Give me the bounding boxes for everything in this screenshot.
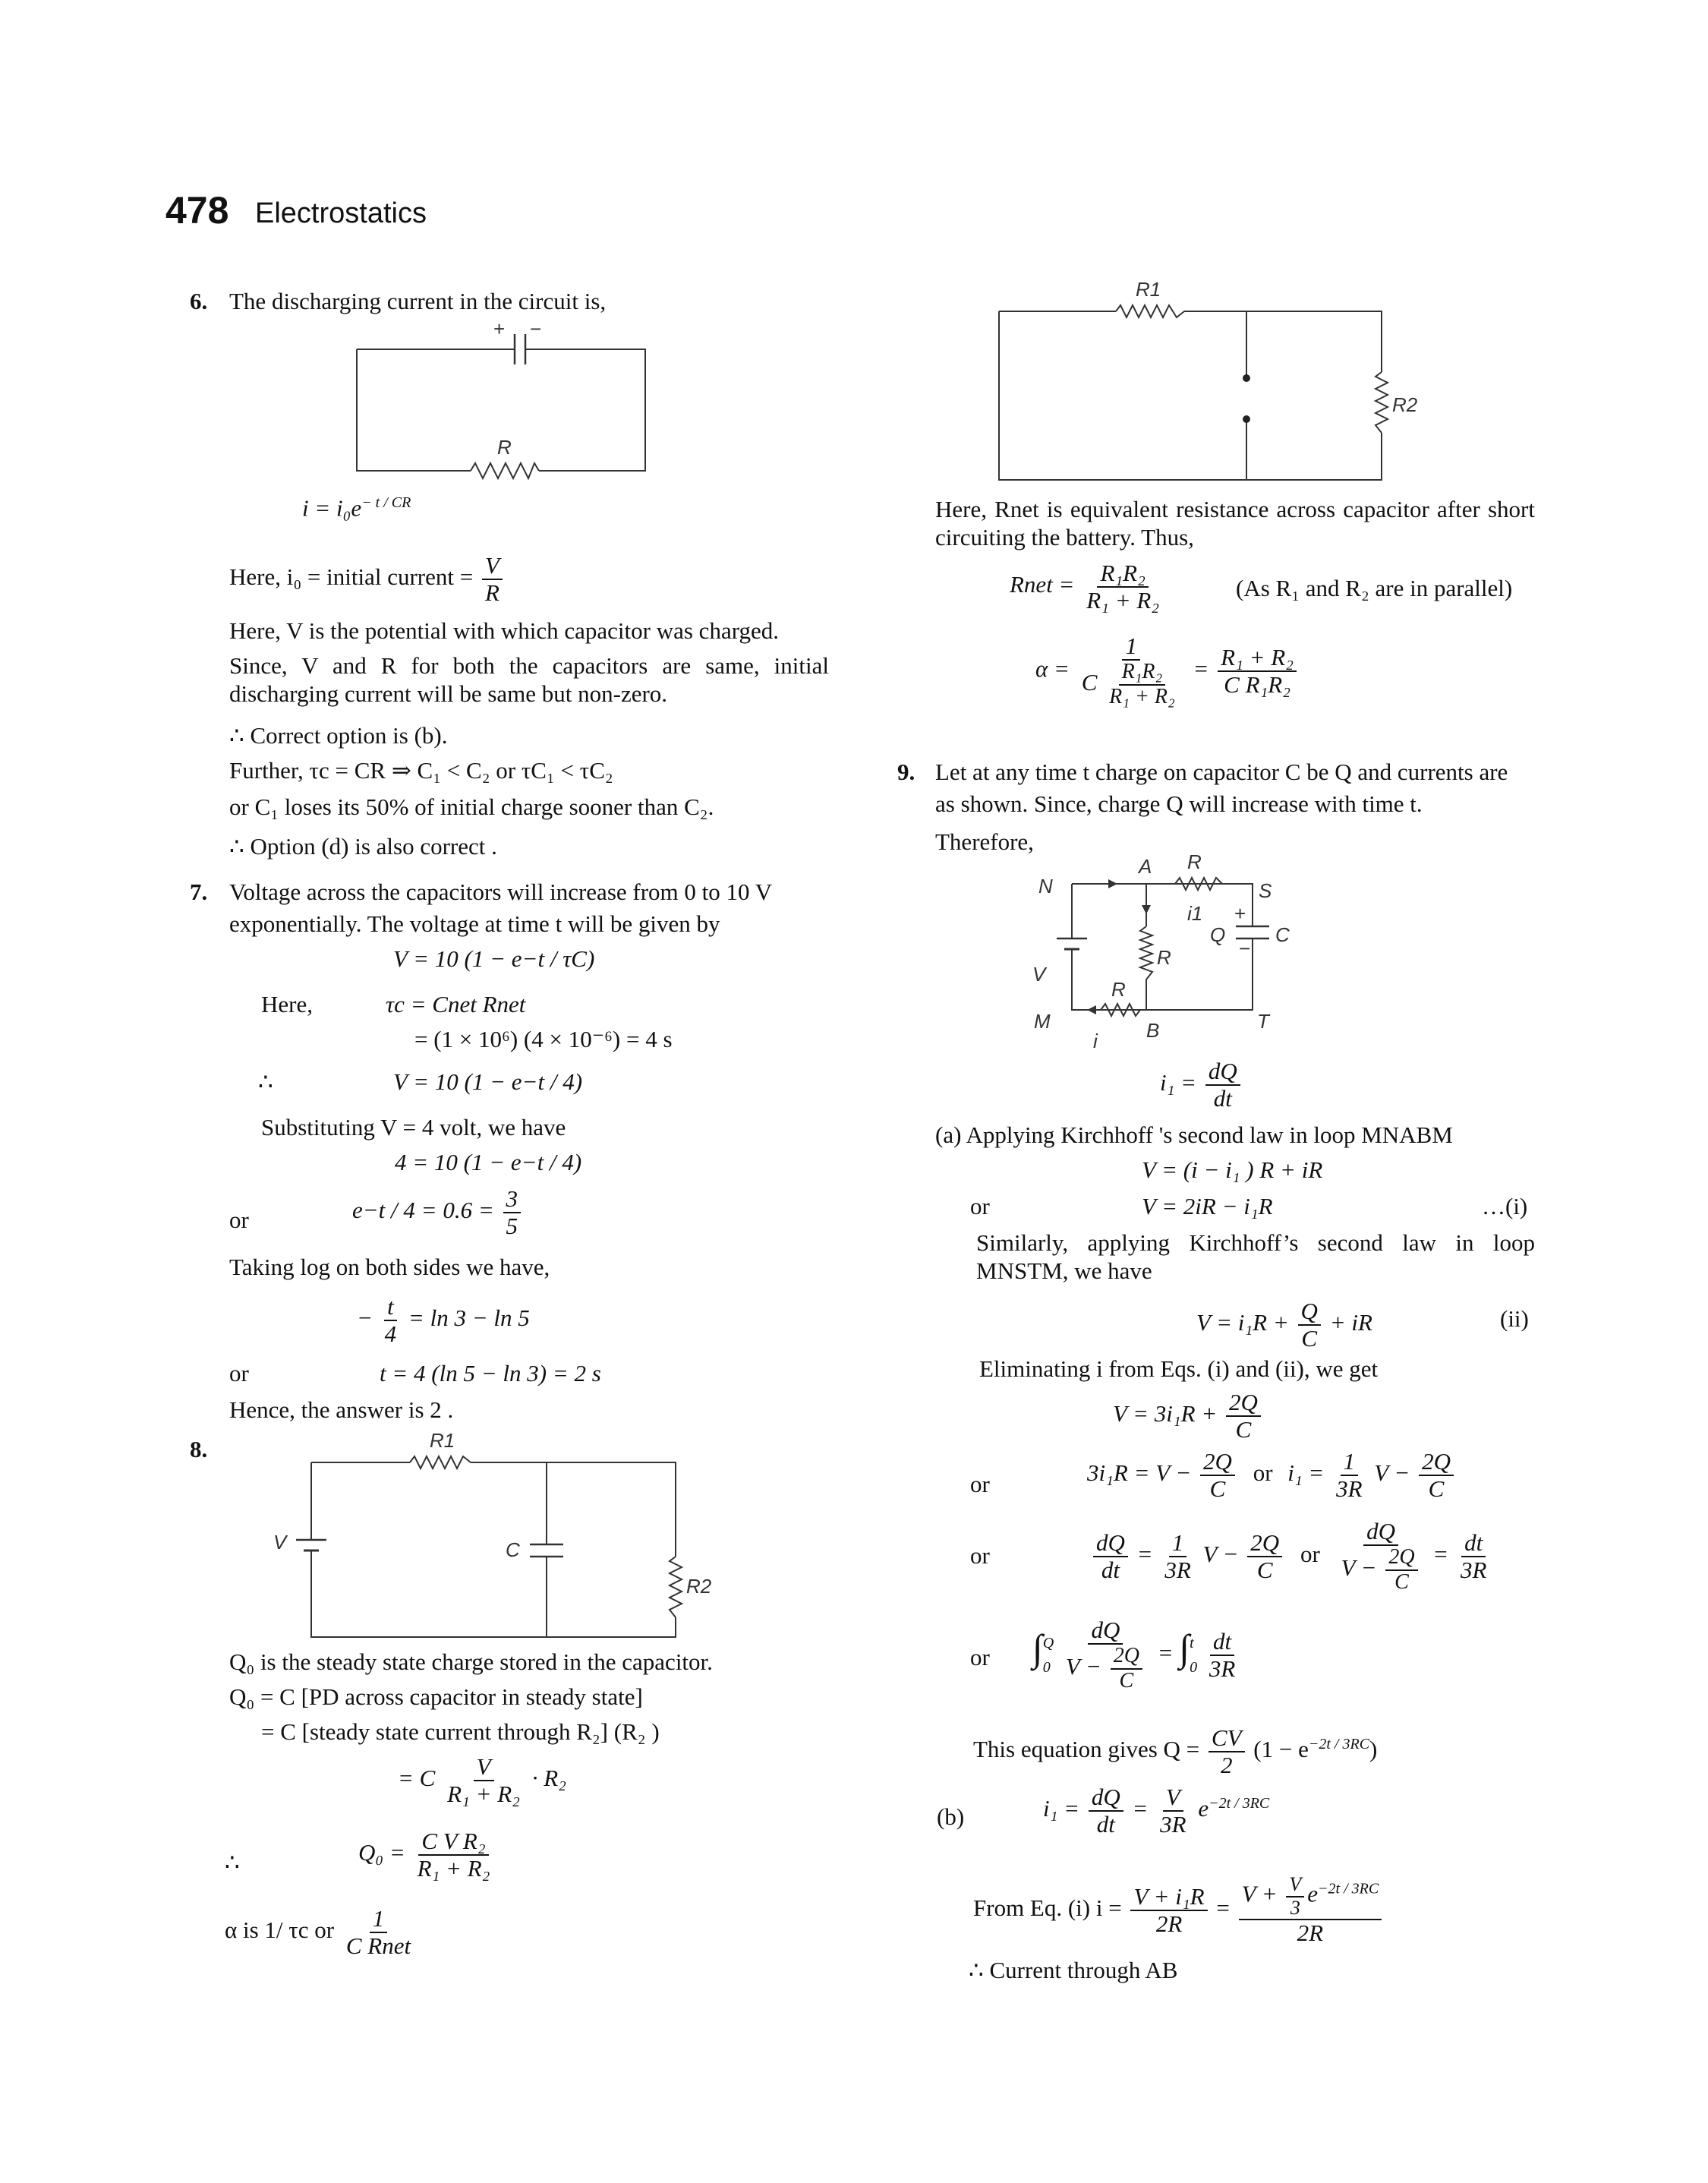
q9-similarly: Similarly, applying Kirchhoff’s second law in loop MNSTM, we have	[976, 1229, 1535, 1285]
q9-line1: Let at any time t charge on capacitor C be Q and currents are	[935, 759, 1508, 785]
q8-number: 8.	[190, 1436, 208, 1462]
q9-number: 9.	[897, 759, 915, 785]
q8-fig-C: C	[506, 1538, 520, 1561]
q9-or1: or	[970, 1193, 990, 1219]
page-number: 478	[165, 189, 229, 232]
q9-fig-minus: −	[1239, 937, 1251, 960]
q8-alpha: α is 1/ τc or $\frac{1}{\text{C Rnet}}$	[225, 1905, 411, 1960]
alpha-eq: α = 1 C $\frac{\text{R₁R₂}}{\text{R₁ + R₂}}$ = $\frac{\text{R₁ + R₂}}{\text{C R₁R₂}}$	[1035, 633, 1300, 709]
q8-eq1: = C $\frac{V}{\text{R₁ + R₂}}$ · R₂	[398, 1753, 566, 1808]
q6-intro: The discharging current in the circuit is,	[229, 288, 607, 314]
q7-subst: Substituting V = 4 volt, we have	[261, 1114, 566, 1140]
q7-or2: or	[229, 1360, 249, 1386]
q9-fig-B: B	[1146, 1019, 1160, 1042]
q7-here: Here,	[261, 991, 313, 1017]
q9-tag1: …(i)	[1482, 1193, 1528, 1219]
rnet-circuit-diagram	[987, 273, 1418, 494]
q6-eq-exp: − t / CR	[361, 494, 411, 511]
q9-fig-N: N	[1038, 875, 1053, 897]
q9-current-ab: ∴ Current through AB	[969, 1957, 1178, 1983]
q8-circuit-diagram	[273, 1427, 712, 1648]
q9-fig-R-top: R	[1187, 850, 1202, 873]
q6-number: 6.	[190, 288, 208, 314]
q9-gives: This equation gives Q = $\frac{CV}{2}$ $(1 - e^{-2t / 3RC})$	[973, 1724, 1378, 1779]
q6-fig-R: R	[497, 436, 512, 459]
q7-eq2: τc = Cnet Rnet	[386, 991, 526, 1017]
q9-tag2: (ii)	[1500, 1305, 1529, 1332]
q6-further-line: Further, τc = CR ⇒ C₁ < C₂ or τC₁ < τC₂	[229, 757, 613, 784]
q9-eq-c: V = 3i₁R + $\frac{2Q}{C}$	[1113, 1390, 1264, 1443]
q9-eq-b2: i₁ = $\frac{dQ}{dt}$ = $\frac{V}{3R}$ $e^{-2t / 3RC}$	[1043, 1784, 1270, 1838]
q9-integral: ∫ Q 0 dQ V − $\frac{2Q}{C}$ = ∫ t 0 $\frac{dt}{3R}$	[1032, 1617, 1236, 1692]
q9-eq-b: V = i₁R + $\frac{Q}{C}$ + iR	[1196, 1298, 1372, 1352]
q9-elim: Eliminating i from Eqs. (i) and (ii), we get	[979, 1355, 1379, 1382]
q9-fig-T: T	[1257, 1010, 1269, 1033]
q6-option-d: ∴ Option (d) is also correct .	[229, 833, 497, 860]
q7-eq6: e−t / 4 = 0.6 = $\frac{3}{5}$	[352, 1186, 524, 1239]
q8-fig-R1: R1	[430, 1429, 455, 1452]
q7-answer: Hence, the answer is 2 .	[229, 1396, 454, 1423]
q9-fig-C: C	[1275, 923, 1290, 946]
parallel-note: (As R₁ and R₂ are in parallel)	[1236, 575, 1513, 601]
q7-eq7: − $\frac{t}{4}$ = ln 3 − ln 5	[357, 1293, 530, 1348]
rnet-fig-R1: R1	[1136, 278, 1161, 301]
q6-fig-plus: +	[493, 317, 506, 340]
q8-line2: Q₀ = C [PD across capacitor in steady state]	[229, 1683, 643, 1710]
q7-eq1: V = 10 (1 − e−t / τC)	[393, 945, 595, 972]
q9-or2: or	[970, 1471, 990, 1497]
q6-since-line: Since, V and R for both the capacitors are same, initial discharging current will be same but non-zero.	[229, 652, 829, 708]
q7-or1: or	[229, 1207, 249, 1233]
q6-option-b: ∴ Correct option is (b).	[229, 722, 448, 749]
q9-fig-i1: i1	[1187, 902, 1203, 925]
q9-fig-R-mid: R	[1157, 946, 1171, 969]
rnet-text: Here, Rnet is equivalent resistance across capacitor after short circuiting the battery. Thus,	[935, 496, 1535, 551]
q7-line2: exponentially. The voltage at time t will be given by	[229, 910, 720, 937]
q8-line1: Q₀ is the steady state charge stored in the capacitor.	[229, 1648, 713, 1675]
q8-fig-R2: R2	[686, 1575, 712, 1598]
q9-eq-a1: V = (i − i₁ ) R + iR	[1142, 1156, 1323, 1183]
q8-eq2: Q₀ = $\frac{\text{C V R₂}}{\text{R₁ + R₂}}$	[358, 1828, 490, 1882]
q9-part-b: (b)	[937, 1803, 965, 1830]
q9-part-a: (a) Applying Kirchhoff 's second law in loop MNABM	[935, 1121, 1453, 1148]
q9-fig-i: i	[1093, 1030, 1098, 1052]
q6-circuit-diagram	[349, 319, 653, 494]
q9-fig-R-bot: R	[1111, 978, 1126, 1001]
q6-eq-current: $i = i_0e^{- t / CR}$	[302, 494, 411, 522]
q7-number: 7.	[190, 879, 208, 905]
q7-therefore: ∴	[258, 1068, 273, 1095]
q9-eq-a2: V = 2iR − i₁R	[1142, 1193, 1273, 1219]
q9-fig-Q: Q	[1210, 923, 1226, 946]
q7-eq8: t = 4 (ln 5 − ln 3) = 2 s	[380, 1360, 601, 1386]
q9-i1-eq: i₁ = $\frac{dQ}{dt}$	[1160, 1058, 1243, 1112]
q7-log-line: Taking log on both sides we have,	[229, 1254, 550, 1280]
q9-fig-M: M	[1034, 1010, 1051, 1033]
chapter-title: Electrostatics	[255, 197, 427, 229]
q9-or4: or	[970, 1644, 990, 1670]
rnet-eq: Rnet = $\frac{\text{R₁R₂}}{\text{R₁ + R₂}}$	[1010, 560, 1160, 614]
q9-from-eq: From Eq. (i) i = $\frac{\text{V + i₁R}}{2R}$ = V + $\frac{V}{3}$ $e^{-2t / 3RC}$ 2R	[973, 1874, 1385, 1946]
q6-loses-line: or C₁ loses its 50% of initial charge sooner than C₂.	[229, 793, 714, 820]
q7-eq3: = (1 × 10⁶) (4 × 10⁻⁶) = 4 s	[414, 1026, 673, 1052]
q8-line3: = C [steady state current through R₂] (R₂ )	[261, 1718, 660, 1745]
q9-fig-S: S	[1259, 879, 1272, 902]
q9-fig-A: A	[1139, 855, 1152, 878]
q9-eq-e: $\frac{dQ}{dt}$ = $\frac{1}{3R}$ V − $\frac{2Q}{C}$ or dQ V − $\frac{2Q}{C}$ = $\frac{dt}{3R}$	[1090, 1519, 1492, 1595]
q9-circuit-diagram	[1032, 850, 1382, 1055]
q6-here-line: Here, i₀ = initial current = $\frac{V}{R}$	[229, 553, 506, 606]
q8-therefore: ∴	[225, 1849, 240, 1875]
q9-therefore: Therefore,	[935, 828, 1034, 855]
q7-line1: Voltage across the capacitors will increase from 0 to 10 V	[229, 879, 773, 905]
q6-potential-line: Here, V is the potential with which capacitor was charged.	[229, 617, 779, 644]
q9-fig-plus: +	[1234, 902, 1246, 925]
q9-eq-d: 3i₁R = V − $\frac{2Q}{C}$ or i₁ = $\frac{1}{3R}$ V − $\frac{2Q}{C}$	[1087, 1449, 1457, 1502]
q7-eq5: 4 = 10 (1 − e−t / 4)	[395, 1149, 582, 1175]
q9-or3: or	[970, 1542, 990, 1569]
q9-fig-V: V	[1032, 963, 1046, 986]
q6-fig-minus: −	[530, 317, 542, 340]
q7-eq4: V = 10 (1 − e−t / 4)	[393, 1068, 583, 1095]
q9-line2: as shown. Since, charge Q will increase with time t.	[935, 790, 1423, 817]
rnet-fig-R2: R2	[1392, 393, 1418, 416]
q8-fig-V: V	[273, 1531, 287, 1554]
